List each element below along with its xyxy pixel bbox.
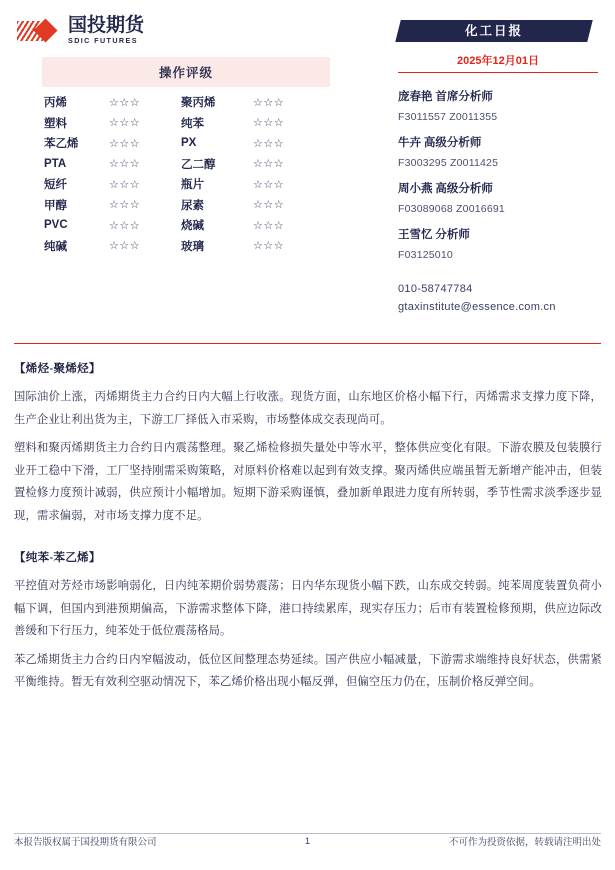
- rating-name: 纯苯: [181, 117, 204, 130]
- footer-inner: [14, 834, 601, 857]
- rating-stars: ☆☆☆: [253, 158, 285, 171]
- logo-mark-icon: [17, 18, 63, 44]
- rating-name: 纯碱: [44, 240, 67, 253]
- footer-disclaimer: 不可作为投资依据，转载请注明出处: [448, 837, 601, 848]
- operation-rating-panel: [42, 57, 330, 256]
- rating-stars: ☆☆☆: [253, 240, 285, 253]
- analyst-name: 王雪忆 分析师: [398, 229, 470, 241]
- analyst-license-code: F03125010: [398, 249, 453, 261]
- rating-stars: ☆☆☆: [253, 137, 285, 150]
- footer-row: [14, 834, 601, 853]
- logo-name-cn: 国投期货: [68, 15, 145, 36]
- logo-name-en: SDIC FUTURES: [68, 36, 138, 45]
- table-row: [42, 215, 330, 236]
- section-heading: 【烯烃-聚烯烃】: [14, 363, 101, 375]
- rating-stars: ☆☆☆: [253, 199, 285, 212]
- table-row: [42, 113, 330, 134]
- contact-phone: 010-58747784: [398, 283, 473, 295]
- section-heading: 【纯苯-苯乙烯】: [14, 552, 101, 564]
- rating-stars: ☆☆☆: [109, 219, 141, 232]
- rating-name: 甲醇: [44, 199, 67, 212]
- rating-rows: [42, 92, 330, 256]
- report-body: [14, 360, 602, 702]
- table-row: [42, 195, 330, 216]
- rating-stars: ☆☆☆: [109, 158, 141, 171]
- rating-name: 尿素: [181, 199, 204, 212]
- rating-name: PTA: [44, 157, 67, 170]
- rating-stars: ☆☆☆: [253, 96, 285, 109]
- analyst-license-code: F3011557 Z0011355: [398, 111, 498, 123]
- rating-stars: ☆☆☆: [109, 96, 141, 109]
- footer-copyright: 本报告版权属于国投期货有限公司: [14, 837, 157, 848]
- paragraph: 国际油价上涨，丙烯期货主力合约日内大幅上行收涨。现货方面，山东地区价格小幅下行，丙烯需求支撑力度下降，生产企业让利出货为主，下游工厂择低入市采购，市场整体成交表现尚可。: [14, 391, 602, 426]
- report-date: 2025年12月01日: [398, 52, 598, 73]
- rating-stars: ☆☆☆: [109, 199, 141, 212]
- rating-stars: ☆☆☆: [109, 240, 141, 253]
- paragraph: 苯乙烯期货主力合约日内窄幅波动，低位区间整理态势延续。国产供应小幅减量，下游需求端维持良好状态，供需紧平衡维持。暂无有效利空驱动情况下，苯乙烯价格出现小幅反弹，但偏空压力仍在，压制价格反弹空间。: [14, 653, 602, 688]
- analyst-license-code: F03089068 Z0016691: [398, 203, 505, 215]
- rating-name: 苯乙烯: [44, 138, 79, 151]
- report-header: [0, 0, 615, 330]
- rating-name: PVC: [44, 219, 68, 232]
- analyst-license-code: F3003295 Z0011425: [398, 157, 499, 169]
- analyst-name: 牛卉 高级分析师: [398, 137, 482, 149]
- company-logo: [17, 16, 144, 45]
- rating-name: 瓶片: [181, 179, 204, 192]
- table-row: [42, 236, 330, 257]
- header-divider: [14, 343, 601, 344]
- rating-name: 塑料: [44, 117, 67, 130]
- paragraph: 平控值对芳烃市场影响弱化，日内纯苯期价弱势震荡；日内华东现货小幅下跌，山东成交转弱。纯苯周度装置负荷小幅下调，但国内到港预期偏高，下游需求整体下降，港口持续累库，现实存压力；后市有装置检修预期，供应边际改善缓和下行压力，纯苯处于低位震荡格局。: [14, 580, 602, 637]
- rating-panel-title: 操作评级: [42, 57, 330, 87]
- rating-name: 丙烯: [44, 97, 67, 110]
- rating-name: 乙二醇: [181, 158, 216, 171]
- rating-stars: ☆☆☆: [109, 117, 141, 130]
- rating-name: 聚丙烯: [181, 97, 216, 110]
- rating-stars: ☆☆☆: [109, 178, 141, 191]
- analyst-name: 周小燕 高级分析师: [398, 183, 493, 195]
- page-number: 1: [304, 835, 311, 847]
- paragraph: 塑料和聚丙烯期货主力合约日内震荡整理。聚乙烯检修损失量处中等水平，整体供应变化有限。下游农膜及包装膜行业开工稳中下滑，工厂坚持刚需采购策略，对原料价格难以起到有效支撑。聚丙烯供应端虽暂无新增产能冲击，但装置检修力度预计减弱，供应预计小幅增加。短期下游采购谨慎，叠加新单跟进力度有所转弱，季节性需求淡季逐步显现，需求偏弱，对市场支撑力度不足。: [14, 442, 602, 522]
- table-row: [42, 133, 330, 154]
- page-footer: [14, 833, 601, 857]
- report-title: 化工日报: [464, 24, 523, 38]
- analyst-name: 庞春艳 首席分析师: [398, 91, 493, 103]
- logo-text: [68, 16, 144, 45]
- table-row: [42, 154, 330, 175]
- rating-name: 烧碱: [181, 220, 204, 233]
- table-row: [42, 92, 330, 113]
- section-benzene: [14, 549, 602, 694]
- section-olefins: [14, 360, 602, 527]
- rating-name: 玻璃: [181, 240, 204, 253]
- contact-email[interactable]: gtaxinstitute@essence.com.cn: [398, 301, 556, 313]
- rating-stars: ☆☆☆: [253, 219, 285, 232]
- analyst-list: [398, 88, 610, 319]
- table-row: [42, 174, 330, 195]
- rating-name: 短纤: [44, 179, 67, 192]
- rating-stars: ☆☆☆: [109, 137, 141, 150]
- rating-stars: ☆☆☆: [253, 178, 285, 191]
- rating-name: PX: [181, 137, 197, 150]
- rating-stars: ☆☆☆: [253, 117, 285, 130]
